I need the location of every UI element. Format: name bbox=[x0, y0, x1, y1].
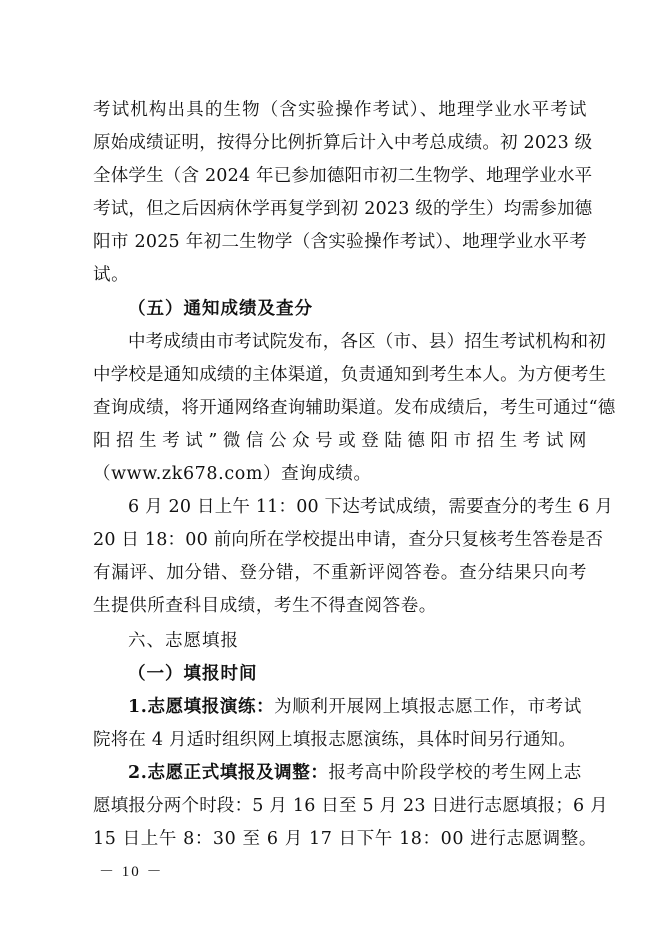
body-text-line: 愿填报分两个时段：5 月 16 日至 5 月 23 日进行志愿填报；6 月 bbox=[93, 796, 608, 816]
item-2-text: 报考高中阶段学校的考生网上志 bbox=[328, 763, 582, 783]
body-text-line: 中考成绩由市考试院发布，各区（市、县）招生考试机构和初 bbox=[128, 332, 606, 352]
body-text-line: 院将在 4 月适时组织网上填报志愿演练，具体时间另行通知。 bbox=[93, 730, 577, 750]
section-heading: （五）通知成绩及查分 bbox=[128, 299, 313, 319]
body-text-line: 考试，但之后因病休学再复学到初 2023 级的学生）均需参加德 bbox=[93, 199, 593, 219]
item-2-line bbox=[128, 758, 587, 788]
body-text-line: 有漏评、加分错、登分错，不重新评阅答卷。查分结果只向考 bbox=[93, 563, 587, 583]
body-text-line: 试。 bbox=[93, 265, 130, 285]
item-2-label: 2.志愿正式填报及调整： bbox=[128, 763, 329, 783]
page-number: － 10 － bbox=[99, 864, 164, 880]
body-text-line: 查询成绩，将开通网络查询辅助渠道。发布成绩后，考生可通过“德 bbox=[93, 398, 616, 418]
subsection-heading: （一）填报时间 bbox=[128, 664, 258, 684]
section-heading: 六、志愿填报 bbox=[128, 631, 239, 651]
body-text-line: 15 日上午 8：30 至 6 月 17 日下午 18：00 进行志愿调整。 bbox=[93, 829, 597, 849]
body-text-line: 阳市 2025 年初二生物学（含实验操作考试）、地理学业水平考 bbox=[93, 232, 587, 252]
body-text-line: 考试机构出具的生物（含实验操作考试）、地理学业水平考试 bbox=[93, 100, 587, 120]
body-text-line: 6 月 20 日上午 11：00 下达考试成绩，需要查分的考生 6 月 bbox=[128, 497, 614, 517]
body-text-line: 全体学生（含 2024 年已参加德阳市初二生物学、地理学业水平 bbox=[93, 166, 593, 186]
body-text-line: 原始成绩证明，按得分比例折算后计入中考总成绩。初 2023 级 bbox=[93, 133, 593, 153]
body-text-line: （www.zk678.com）查询成绩。 bbox=[93, 464, 372, 484]
body-text-line: 生提供所查科目成绩，考生不得查阅答卷。 bbox=[93, 596, 437, 616]
body-text-line: 阳招生考试”微信公众号或登陆德阳市招生考试网 bbox=[93, 431, 587, 451]
item-1-label: 1.志愿填报演练： bbox=[128, 697, 275, 717]
item-1-text: 为顺利开展网上填报志愿工作，市考试 bbox=[274, 697, 582, 717]
item-1-line bbox=[128, 692, 587, 722]
body-text-line: 20 日 18：00 前向所在学校提出申请，查分只复核考生答卷是否 bbox=[93, 530, 604, 550]
body-text-line: 中学校是通知成绩的主体渠道，负责通知到考生本人。为方便考生 bbox=[93, 365, 607, 385]
